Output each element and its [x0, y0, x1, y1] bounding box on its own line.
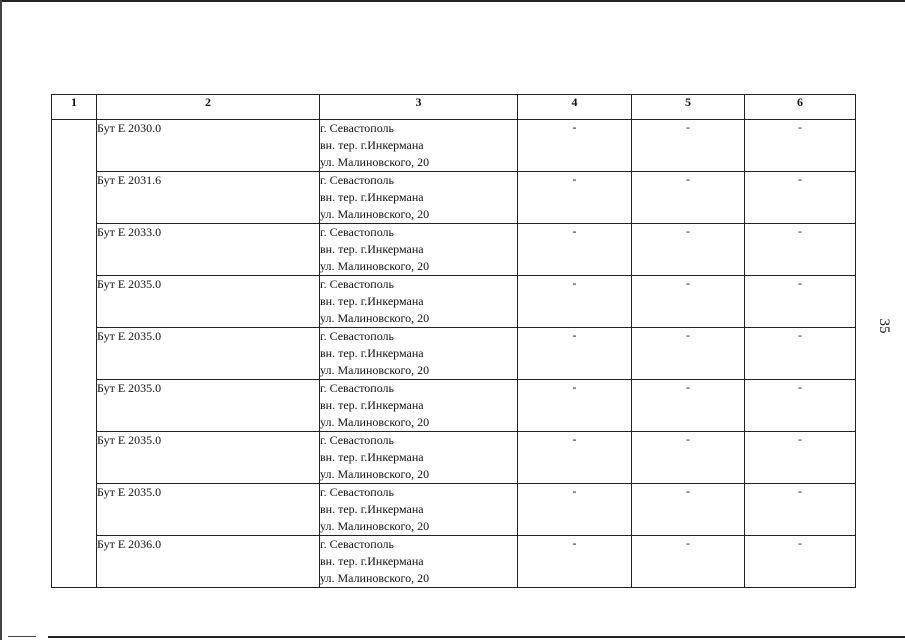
table-row	[52, 276, 856, 328]
table-row	[52, 224, 856, 276]
address-line: ул. Малиновского, 20	[320, 519, 430, 533]
address-cell	[320, 536, 518, 588]
address-cell	[320, 224, 518, 276]
address-line: вн. тер. г.Инкермана	[320, 502, 424, 516]
column-header-2: 2	[97, 95, 320, 120]
column-header-6: 6	[745, 95, 856, 120]
item-name-cell: Бут Е 2035.0	[97, 432, 320, 484]
address-line: ул. Малиновского, 20	[320, 363, 430, 377]
column-5-cell: -	[632, 224, 745, 276]
item-name-cell: Бут Е 2035.0	[97, 276, 320, 328]
table-row	[52, 328, 856, 380]
column-5-cell: -	[632, 432, 745, 484]
table-row	[52, 172, 856, 224]
address-line: вн. тер. г.Инкермана	[320, 190, 424, 204]
column-6-cell: -	[745, 432, 856, 484]
column-4-cell: -	[518, 484, 632, 536]
column-5-cell: -	[632, 380, 745, 432]
table-row	[52, 432, 856, 484]
address-line: вн. тер. г.Инкермана	[320, 294, 424, 308]
column-6-cell: -	[745, 536, 856, 588]
table-row	[52, 120, 856, 172]
item-name-cell: Бут Е 2036.0	[97, 536, 320, 588]
column-4-cell: -	[518, 380, 632, 432]
item-name-cell: Бут Е 2035.0	[97, 484, 320, 536]
column-6-cell: -	[745, 380, 856, 432]
column-6-cell: -	[745, 172, 856, 224]
item-name-cell: Бут Е 2033.0	[97, 224, 320, 276]
column-5-cell: -	[632, 172, 745, 224]
item-name-cell: Бут Е 2030.0	[97, 120, 320, 172]
item-name-cell: Бут Е 2035.0	[97, 380, 320, 432]
column-6-cell: -	[745, 484, 856, 536]
page-bottom-edge	[48, 636, 905, 638]
column-6-cell: -	[745, 224, 856, 276]
address-line: г. Севастополь	[320, 381, 395, 395]
column-6-cell: -	[745, 328, 856, 380]
column-5-cell: -	[632, 276, 745, 328]
address-line: г. Севастополь	[320, 277, 395, 291]
item-name-cell: Бут Е 2031.6	[97, 172, 320, 224]
address-line: г. Севастополь	[320, 537, 395, 551]
address-line: ул. Малиновского, 20	[320, 571, 430, 585]
merged-column-1-cell	[52, 120, 97, 588]
column-6-cell: -	[745, 276, 856, 328]
table-row	[52, 484, 856, 536]
address-line: ул. Малиновского, 20	[320, 259, 430, 273]
column-4-cell: -	[518, 536, 632, 588]
column-5-cell: -	[632, 484, 745, 536]
address-line: г. Севастополь	[320, 225, 395, 239]
page-bottom-mark	[8, 636, 36, 637]
address-cell	[320, 276, 518, 328]
address-line: г. Севастополь	[320, 433, 395, 447]
table-row	[52, 380, 856, 432]
column-4-cell: -	[518, 328, 632, 380]
address-line: г. Севастополь	[320, 121, 395, 135]
address-line: вн. тер. г.Инкермана	[320, 554, 424, 568]
column-6-cell: -	[745, 120, 856, 172]
address-line: вн. тер. г.Инкермана	[320, 138, 424, 152]
column-4-cell: -	[518, 224, 632, 276]
column-4-cell: -	[518, 172, 632, 224]
column-5-cell: -	[632, 536, 745, 588]
table-header-row	[52, 95, 856, 120]
address-cell	[320, 172, 518, 224]
address-line: ул. Малиновского, 20	[320, 311, 430, 325]
address-line: ул. Малиновского, 20	[320, 207, 430, 221]
address-line: г. Севастополь	[320, 329, 395, 343]
address-line: ул. Малиновского, 20	[320, 467, 430, 481]
registry-table	[51, 94, 856, 588]
address-cell	[320, 120, 518, 172]
page-left-edge	[0, 0, 2, 640]
column-header-1: 1	[52, 95, 97, 120]
column-5-cell: -	[632, 328, 745, 380]
address-line: вн. тер. г.Инкермана	[320, 450, 424, 464]
column-header-4: 4	[518, 95, 632, 120]
page-number: 35	[876, 318, 892, 334]
column-5-cell: -	[632, 120, 745, 172]
column-header-3: 3	[320, 95, 518, 120]
column-header-5: 5	[632, 95, 745, 120]
address-line: вн. тер. г.Инкермана	[320, 242, 424, 256]
address-cell	[320, 484, 518, 536]
column-4-cell: -	[518, 276, 632, 328]
address-cell	[320, 380, 518, 432]
address-line: ул. Малиновского, 20	[320, 415, 430, 429]
address-line: г. Севастополь	[320, 173, 395, 187]
column-4-cell: -	[518, 432, 632, 484]
address-line: ул. Малиновского, 20	[320, 155, 430, 169]
address-cell	[320, 432, 518, 484]
address-line: вн. тер. г.Инкермана	[320, 398, 424, 412]
column-4-cell: -	[518, 120, 632, 172]
address-line: г. Севастополь	[320, 485, 395, 499]
item-name-cell: Бут Е 2035.0	[97, 328, 320, 380]
address-cell	[320, 328, 518, 380]
address-line: вн. тер. г.Инкермана	[320, 346, 424, 360]
table-row	[52, 536, 856, 588]
page-top-edge	[0, 0, 905, 2]
